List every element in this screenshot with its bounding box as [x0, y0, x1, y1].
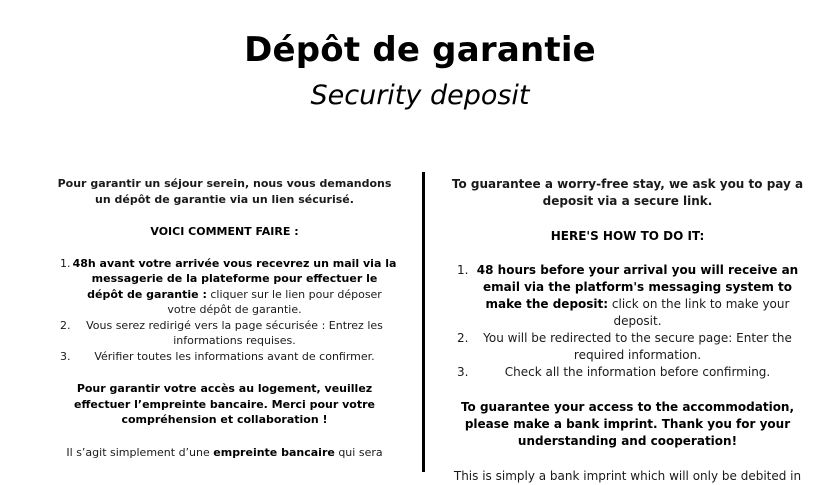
step-text: click on the link to make your deposit.	[608, 297, 790, 328]
note-bold-text: empreinte bancaire	[213, 445, 335, 459]
english-step-3	[445, 364, 810, 381]
step-number: 2.	[60, 318, 71, 332]
step-number: 1.	[60, 256, 71, 270]
page-title: Dépôt de garantie	[244, 30, 596, 70]
page-subtitle: Security deposit	[310, 80, 530, 111]
english-access-note: To guarantee your access to the accommodation, please make a bank imprint. Thank you for your understanding and cooperation!	[460, 400, 795, 448]
english-imprint-note: This is simply a bank imprint which will only be debited in	[453, 469, 802, 483]
step-number: 2.	[457, 331, 469, 345]
english-steps-list	[445, 262, 810, 381]
english-column	[445, 176, 810, 485]
english-step-1	[445, 262, 810, 330]
english-intro: To guarantee a worry-free stay, we ask you to pay a deposit via a secure link.	[451, 177, 804, 208]
french-howto-heading: VOICI COMMENT FAIRE :	[150, 225, 299, 238]
step-text: You will be redirected to the secure page: Enter the required information.	[483, 331, 792, 362]
french-intro: Pour garantir un séjour serein, nous vous demandons un dépôt de garantie via un lien sécurisé.	[57, 177, 392, 206]
step-number: 3.	[457, 365, 469, 379]
step-text: Vérifier toutes les informations avant de confirmer.	[94, 349, 375, 363]
french-access-note: Pour garantir votre accès au logement, veuillez effectuer l’empreinte bancaire. Merci pour votre compréhension et collaboration !	[73, 382, 375, 426]
english-howto-heading: HERE'S HOW TO DO IT:	[550, 229, 705, 243]
french-step-2	[52, 318, 397, 349]
french-step-1	[52, 256, 397, 318]
step-number: 3.	[60, 349, 71, 363]
step-text: Vous serez redirigé vers la page sécurisée : Entrez les informations requises.	[86, 318, 383, 347]
french-steps-list	[52, 256, 397, 365]
french-imprint-note	[52, 445, 397, 461]
column-divider	[422, 172, 425, 472]
step-number: 1.	[457, 263, 469, 277]
step-text: Check all the information before confirming.	[504, 365, 771, 379]
note-text-end: qui sera	[334, 445, 383, 459]
step-bold-text: 48h avant votre arrivée vous recevrez un mail via la messagerie de la plateforme pour effectuer le dépôt de garantie :	[72, 256, 397, 301]
note-text: Il s’agit simplement d’une	[66, 445, 214, 459]
english-step-2	[445, 330, 810, 364]
french-step-3	[52, 349, 397, 365]
step-bold-text: 48 hours before your arrival you will receive an email via the platform's messaging system to make the deposit:	[476, 263, 799, 311]
step-text: cliquer sur le lien pour déposer votre dépôt de garantie.	[167, 287, 382, 316]
french-column	[52, 176, 397, 460]
